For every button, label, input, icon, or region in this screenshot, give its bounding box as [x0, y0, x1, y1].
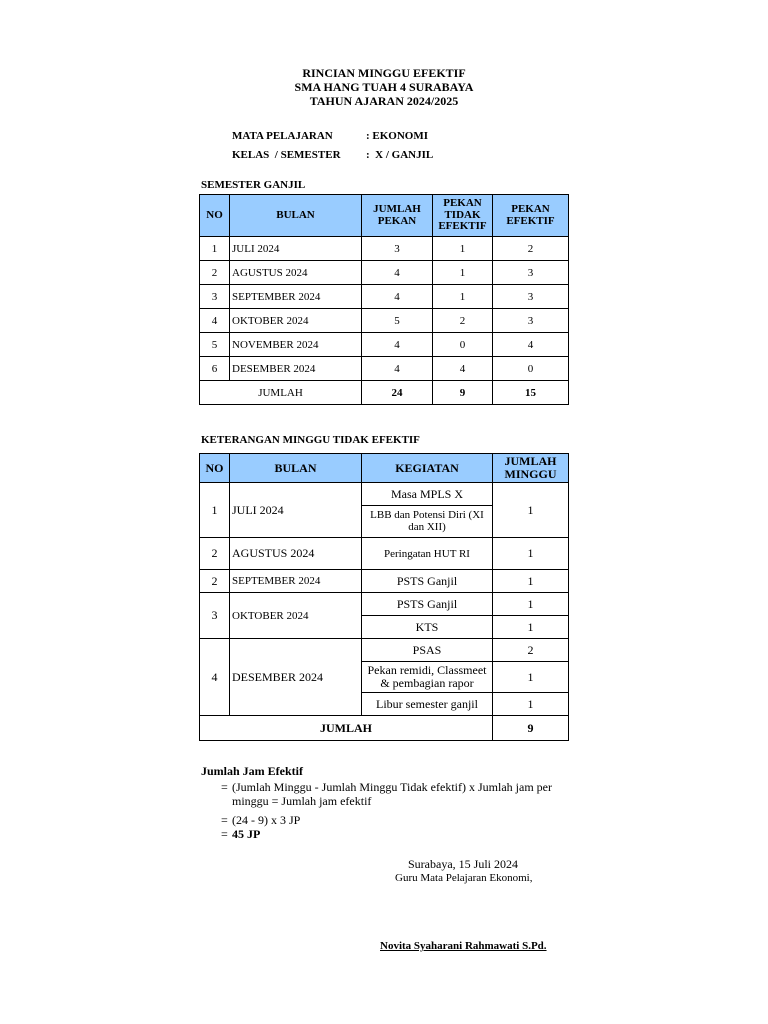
signer-name: Novita Syaharani Rahmawati S.Pd. — [380, 940, 547, 952]
table-row — [200, 261, 569, 285]
row-no: 4 — [200, 309, 230, 333]
table-row — [200, 483, 569, 506]
row-tidak-efektif: 1 — [433, 237, 493, 261]
group-no: 2 — [200, 570, 230, 593]
keterangan-table — [199, 453, 569, 741]
keterangan-body — [200, 483, 569, 741]
row-jumlah-pekan: 5 — [362, 309, 433, 333]
minggu-cell: 1 — [493, 538, 569, 570]
kegiatan-cell: Pekan remidi, Classmeet & pembagian rapor — [362, 662, 493, 693]
total-label: JUMLAH — [200, 716, 493, 741]
col-bulan: BULAN — [230, 195, 362, 237]
subject-label: MATA PELAJARAN — [232, 130, 333, 142]
table-row — [200, 357, 569, 381]
row-jumlah-pekan: 4 — [362, 285, 433, 309]
table-row — [200, 237, 569, 261]
row-bulan: OKTOBER 2024 — [230, 309, 362, 333]
row-tidak-efektif: 2 — [433, 309, 493, 333]
row-bulan: DESEMBER 2024 — [230, 357, 362, 381]
row-efektif: 2 — [493, 237, 569, 261]
class-value: : X / GANJIL — [366, 149, 434, 161]
col-jumlah-minggu: JUMLAH MINGGU — [493, 454, 569, 483]
kegiatan-cell: KTS — [362, 616, 493, 639]
table-row — [200, 285, 569, 309]
total-label: JUMLAH — [200, 381, 362, 405]
signer-role: Guru Mata Pelajaran Ekonomi, — [395, 872, 533, 884]
calculation-text: (24 - 9) x 3 JP — [232, 813, 301, 827]
kegiatan-cell: Masa MPLS X — [362, 483, 493, 506]
eq-sign: = — [221, 780, 228, 794]
table-row — [200, 538, 569, 570]
row-jumlah-pekan: 4 — [362, 357, 433, 381]
row-efektif: 3 — [493, 309, 569, 333]
kegiatan-cell: PSTS Ganjil — [362, 570, 493, 593]
row-jumlah-pekan: 3 — [362, 237, 433, 261]
group-no: 4 — [200, 639, 230, 716]
row-efektif: 3 — [493, 285, 569, 309]
group-bulan: SEPTEMBER 2024 — [230, 570, 362, 593]
formula-text: (Jumlah Minggu - Jumlah Minggu Tidak efektif) x Jumlah jam per minggu = Jumlah jam efektif — [232, 780, 552, 808]
semester-table — [199, 194, 569, 405]
row-tidak-efektif: 0 — [433, 333, 493, 357]
row-jumlah-pekan: 4 — [362, 261, 433, 285]
eq-sign: = — [221, 827, 228, 841]
group-no: 3 — [200, 593, 230, 639]
col-pekan-efektif: PEKAN EFEKTIF — [493, 195, 569, 237]
minggu-cell: 1 — [493, 662, 569, 693]
semester-header-row — [200, 195, 569, 237]
row-bulan: JULI 2024 — [230, 237, 362, 261]
kegiatan-cell: Peringatan HUT RI — [362, 538, 493, 570]
table-row — [200, 639, 569, 662]
row-efektif: 3 — [493, 261, 569, 285]
table-row — [200, 333, 569, 357]
row-no: 5 — [200, 333, 230, 357]
total-efektif: 15 — [493, 381, 569, 405]
doc-title: RINCIAN MINGGU EFEKTIF — [302, 66, 466, 80]
group-bulan: JULI 2024 — [230, 483, 362, 538]
school-name: SMA HANG TUAH 4 SURABAYA — [294, 80, 474, 94]
minggu-cell: 1 — [493, 593, 569, 616]
col-bulan: BULAN — [230, 454, 362, 483]
row-no: 1 — [200, 237, 230, 261]
col-kegiatan: KEGIATAN — [362, 454, 493, 483]
kegiatan-cell: PSAS — [362, 639, 493, 662]
row-bulan: AGUSTUS 2024 — [230, 261, 362, 285]
row-efektif: 4 — [493, 333, 569, 357]
total-tidak-efektif: 9 — [433, 381, 493, 405]
row-no: 2 — [200, 261, 230, 285]
row-bulan: NOVEMBER 2024 — [230, 333, 362, 357]
table-row — [200, 570, 569, 593]
row-tidak-efektif: 1 — [433, 261, 493, 285]
col-no: NO — [200, 195, 230, 237]
row-efektif: 0 — [493, 357, 569, 381]
minggu-cell: 1 — [493, 616, 569, 639]
col-jumlah-pekan: JUMLAH PEKAN — [362, 195, 433, 237]
minggu-cell: 1 — [493, 693, 569, 716]
row-no: 6 — [200, 357, 230, 381]
row-jumlah-pekan: 4 — [362, 333, 433, 357]
row-no: 3 — [200, 285, 230, 309]
kegiatan-cell: PSTS Ganjil — [362, 593, 493, 616]
kegiatan-cell: Libur semester ganjil — [362, 693, 493, 716]
total-value: 9 — [493, 716, 569, 741]
group-bulan: AGUSTUS 2024 — [230, 538, 362, 570]
col-no: NO — [200, 454, 230, 483]
col-pekan-tidak-efektif: PEKAN TIDAK EFEKTIF — [433, 195, 493, 237]
eq-sign: = — [221, 813, 228, 827]
place-date: Surabaya, 15 Juli 2024 — [408, 857, 518, 871]
group-bulan: DESEMBER 2024 — [230, 639, 362, 716]
total-jumlah-pekan: 24 — [362, 381, 433, 405]
academic-year: TAHUN AJARAN 2024/2025 — [309, 94, 459, 108]
keterangan-header-row — [200, 454, 569, 483]
row-tidak-efektif: 1 — [433, 285, 493, 309]
result-text: 45 JP — [232, 827, 261, 841]
keterangan-title: KETERANGAN MINGGU TIDAK EFEKTIF — [201, 434, 420, 446]
semester-total-row — [200, 381, 569, 405]
minggu-cell: 1 — [493, 483, 569, 538]
group-no: 2 — [200, 538, 230, 570]
row-tidak-efektif: 4 — [433, 357, 493, 381]
minggu-cell: 2 — [493, 639, 569, 662]
table-row — [200, 309, 569, 333]
keterangan-total-row — [200, 716, 569, 741]
class-label: KELAS / SEMESTER — [232, 149, 341, 161]
semester-body — [200, 237, 569, 405]
group-no: 1 — [200, 483, 230, 538]
row-bulan: SEPTEMBER 2024 — [230, 285, 362, 309]
group-bulan: OKTOBER 2024 — [230, 593, 362, 639]
jam-efektif-title: Jumlah Jam Efektif — [201, 764, 303, 778]
minggu-cell: 1 — [493, 570, 569, 593]
table-row — [200, 593, 569, 616]
semester-title: SEMESTER GANJIL — [201, 179, 306, 191]
subject-value: : EKONOMI — [366, 130, 429, 142]
kegiatan-cell: LBB dan Potensi Diri (XI dan XII) — [362, 506, 493, 538]
